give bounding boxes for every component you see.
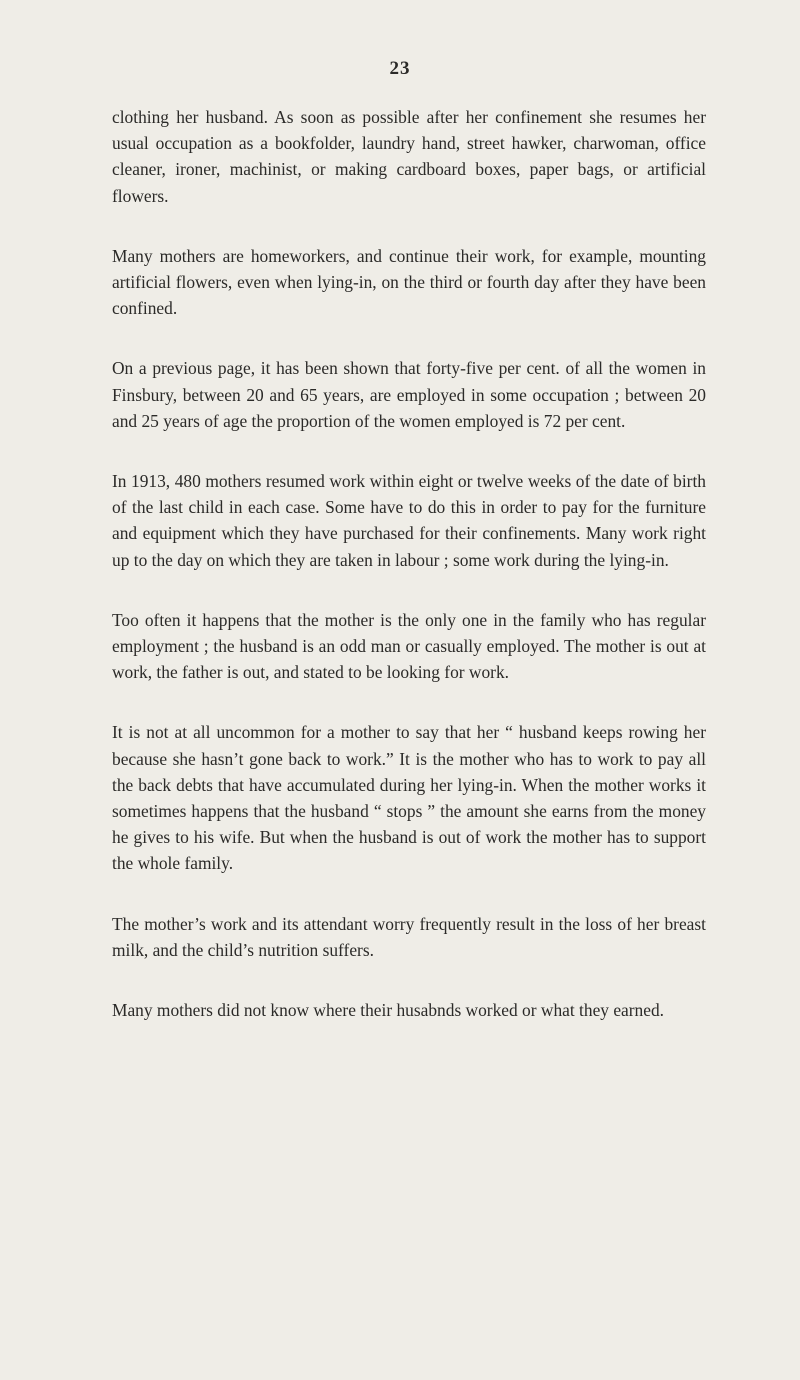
body-text bbox=[112, 104, 706, 1057]
paragraph-6: It is not at all uncommon for a mother to say that her “ husband keeps rowing her because she hasn’t gone back to work.” It is the mother who has to work to pay all the back debts that have accumulated during her lying-in. When the mother works it sometimes happens that the husband “ stops ” the amount she earns from the money he gives to his wife. But when the husband is out of work the mother has to support the whole family. bbox=[112, 722, 706, 874]
paragraph-3: On a previous page, it has been shown that forty-five per cent. of all the women in Finsbury, between 20 and 65 years, are employed in some occupation ; between 20 and 25 years of age the proportion of the women employed is 72 per cent. bbox=[112, 358, 706, 431]
paragraph-2: Many mothers are homeworkers, and continue their work, for example, mounting artificial flowers, even when lying-in, on the third or fourth day after they have been confined. bbox=[112, 245, 706, 319]
paragraph-4: In 1913, 480 mothers resumed work within eight or twelve weeks of the date of birth of the last child in each case. Some have to do this in order to pay for the furniture and equipment which they have purchased for their confinements. Many work right up to the day on which they are taken in labour ; some work during the lying-in. bbox=[112, 471, 706, 570]
paragraph-8: Many mothers did not know where their husabnds worked or what they earned. bbox=[112, 1000, 665, 1021]
paragraph-5: Too often it happens that the mother is the only one in the family who has regular employment ; the husband is an odd man or casually employed. The mother is out at work, the father is out, and stated to be looking for work. bbox=[112, 609, 706, 683]
paragraph-7: The mother’s work and its attendant worry frequently result in the loss of her breast milk, and the child’s nutrition suffers. bbox=[112, 913, 706, 960]
page-number: 23 bbox=[389, 58, 411, 79]
paragraph-1: clothing her husband. As soon as possible after her confinement she resumes her usual occupation as a bookfolder, laundry hand, street hawker, charwoman, office cleaner, ironer, machinist, or making cardboard boxes, paper bags, or artificial flowers. bbox=[112, 107, 706, 206]
